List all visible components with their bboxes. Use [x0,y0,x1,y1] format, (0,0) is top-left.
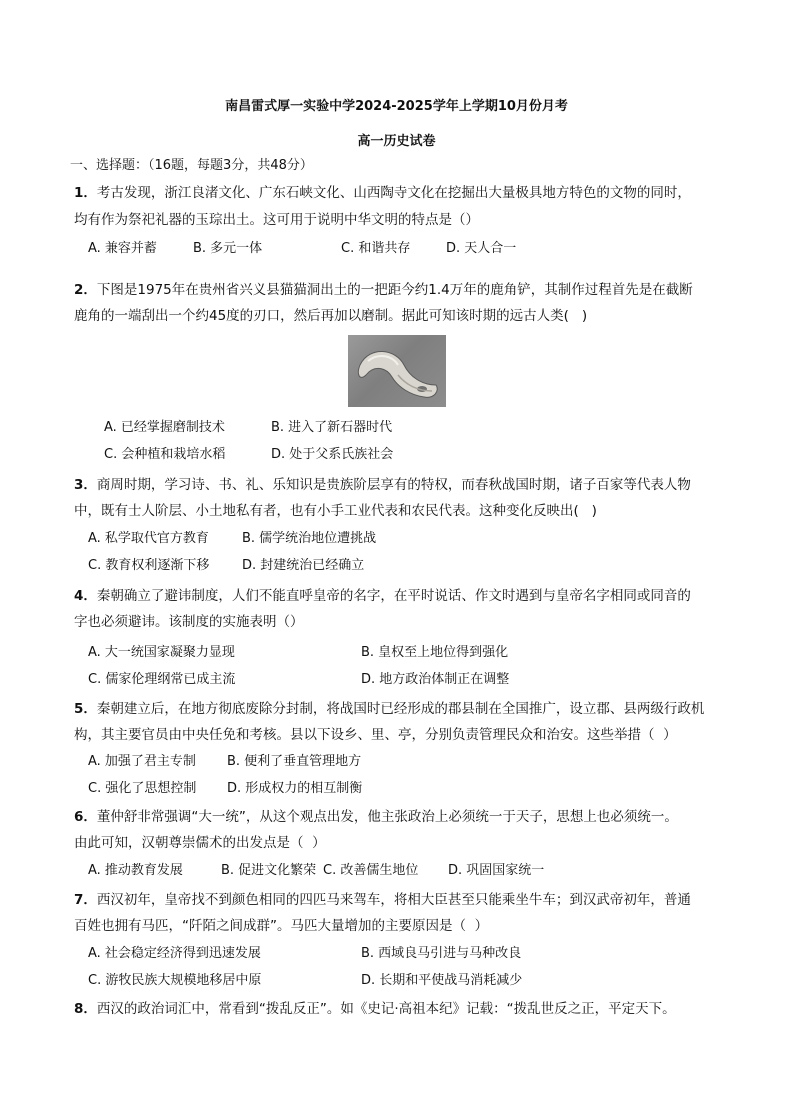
option-b: B. 多元一体 [193,241,263,256]
question-7-line-2: 百姓也拥有马匹，“阡陌之间成群”。马匹大量增加的主要原因是（ ） [74,918,489,934]
question-text: 秦朝确立了避讳制度，人们不能直呼皇帝的名字，在平时说话、作文时遇到与皇帝名字相同或同音的 [96,588,691,604]
question-7-line-1 [74,891,691,909]
question-text: 下图是1975年在贵州省兴义县猫猫洞出土的一把距今约1.4万年的鹿角铲，其制作过程首先是在截断 [96,282,693,298]
option-b: B. 便利了垂直管理地方 [227,754,362,769]
question-text: 考古发现，浙江良渚文化、广东石峡文化、山西陶寺文化在挖掘出大量极具地方特色的文物的同时， [96,185,691,201]
option-b: B. 进入了新石器时代 [271,420,393,435]
option-c: C. 和谐共存 [341,241,411,256]
option-c: C. 儒家伦理纲常已成主流 [88,672,236,687]
option-c: C. 游牧民族大规模地移居中原 [88,973,262,988]
question-number: 6． [74,809,97,825]
option-a: A. 社会稳定经济得到迅速发展 [88,946,261,961]
option-a: A. 加强了君主专制 [88,754,196,769]
option-d: D. 地方政治体制正在调整 [361,672,510,687]
question-number: 5． [74,701,97,717]
antler-shovel-photo-icon [348,335,446,407]
option-d: D. 形成权力的相互制衡 [227,781,363,796]
question-3-line-2: 中，既有士人阶层、小土地私有者，也有小手工业代表和农民代表。这种变化反映出( ) [74,503,597,519]
question-4-line-2: 字也必须避讳。该制度的实施表明（） [74,614,304,630]
question-text: 西汉的政治词汇中，常看到“拨乱反正”。如《史记·高祖本纪》记载：“拨乱世反之正，平定天下。 [96,1001,676,1017]
option-b: B. 儒学统治地位遭挑战 [242,531,377,546]
question-number: 8． [74,1001,97,1017]
question-number: 2． [74,282,97,298]
exam-title: 南昌雷式厚一实验中学2024-2025学年上学期10月份月考 [225,99,568,114]
section-heading: 一、选择题：（16题，每题3分，共48分） [70,158,313,173]
option-a: A. 私学取代官方教育 [88,531,209,546]
question-6-line-1 [74,808,678,826]
question-5-line-1 [74,700,704,718]
option-d: D. 封建统治已经确立 [242,558,365,573]
question-3-line-1 [74,476,691,494]
question-5-line-2: 构，其主要官员由中央任免和考核。县以下设乡、里、亭，分别负责管理民众和治安。这些举措（ ） [74,727,677,743]
option-d: D. 处于父系氏族社会 [271,447,394,462]
question-2-line-2: 鹿角的一端刮出一个约45度的刃口，然后再加以磨制。据此可知该时期的远古人类( ) [74,308,588,324]
question-number: 3． [74,477,97,493]
option-a: A. 已经掌握磨制技术 [104,420,225,435]
option-c: C. 教育权利逐渐下移 [88,558,210,573]
question-number: 7． [74,892,97,908]
question-text: 秦朝建立后，在地方彻底废除分封制，将战国时已经形成的郡县制在全国推广，设立郡、县两级行政机 [96,701,705,717]
option-d: D. 长期和平使战马消耗减少 [361,973,523,988]
option-d: D. 天人合一 [446,241,517,256]
option-d: D. 巩固国家统一 [448,863,545,878]
exam-subtitle: 高一历史试卷 [357,134,436,149]
option-c: C. 强化了思想控制 [88,781,197,796]
option-a: A. 大一统国家凝聚力显现 [88,645,235,660]
option-b: B. 皇权至上地位得到强化 [361,645,509,660]
question-8-line-1 [74,1000,676,1018]
option-c: C. 会种植和栽培水稻 [104,447,226,462]
question-4-line-1 [74,587,691,605]
question-text: 商周时期，学习诗、书、礼、乐知识是贵族阶层享有的特权，而春秋战国时期，诸子百家等代表人物 [96,477,691,493]
option-a: A. 兼容并蓄 [88,241,157,256]
question-number: 4． [74,588,97,604]
option-c: C. 改善儒生地位 [323,863,419,878]
question-1-line-1 [74,184,691,202]
option-a: A. 推动教育发展 [88,863,183,878]
question-number: 1． [74,185,97,201]
question-text: 西汉初年，皇帝找不到颜色相同的四匹马来驾车，将相大臣甚至只能乘坐牛车；到汉武帝初年，普通 [96,892,691,908]
question-1-line-2: 均有作为祭祀礼器的玉琮出土。这可用于说明中华文明的特点是（） [74,212,479,228]
question-2-line-1 [74,281,693,299]
question-text: 董仲舒非常强调“大一统”，从这个观点出发，他主张政治上必须统一于天子，思想上也必须统一。 [96,809,678,825]
option-b: B. 促进文化繁荣 [221,863,317,878]
option-b: B. 西域良马引进与马种改良 [361,946,522,961]
question-6-line-2: 由此可知，汉朝尊崇儒术的出发点是（ ） [74,835,326,851]
